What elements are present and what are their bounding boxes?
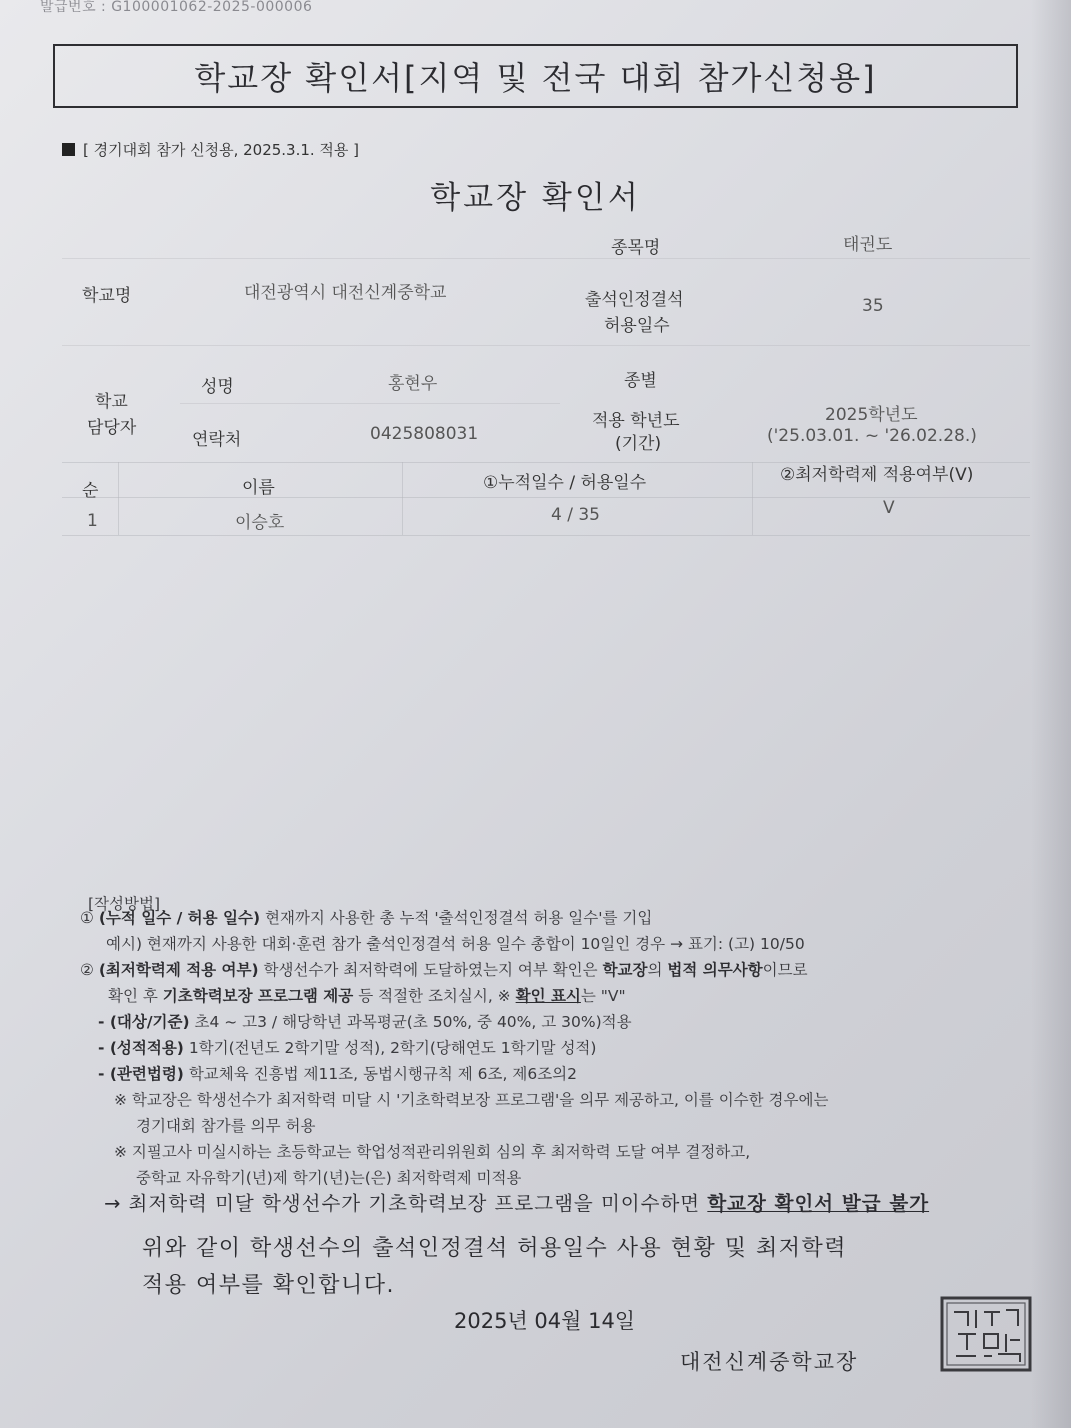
contact-label: 연락처: [192, 430, 242, 450]
method-line-3-c: 의: [647, 961, 668, 979]
grid-line: [62, 345, 1030, 346]
table-cell-days: 4 / 35: [551, 505, 600, 525]
method-line-4-c: 등 적절한 조치실시, ※: [353, 987, 516, 1005]
grid-line: [180, 403, 560, 404]
square-bullet-icon: [62, 143, 75, 156]
issue-number: 발급번호 : G100001062-2025-000006: [40, 0, 313, 15]
method-line-4-e: 는 "V": [580, 987, 626, 1005]
method-line-3: [80, 958, 808, 984]
year-value-line2: ('25.03.01. ~ '26.02.28.): [767, 426, 977, 446]
method-line-6-rest: 1학기(전년도 2학기말 성적), 2학기(당해연도 1학기말 성적): [183, 1039, 597, 1057]
method-title: [작성방법]: [88, 895, 160, 913]
method-line-12-b: 학교장 확인서 발급 불가: [707, 1192, 930, 1215]
name-label: 성명: [201, 377, 234, 397]
method-line-1-bold: (누적 일수 / 허용 일수): [98, 909, 261, 927]
sub-note-text: [ 경기대회 참가 신청용, 2025.3.1. 적용 ]: [83, 141, 360, 159]
name-value: 홍현우: [388, 374, 438, 394]
method-line-6: [98, 1036, 596, 1062]
allow-label-line2: 허용일수: [604, 316, 670, 336]
allow-label-line1: 출석인정결석: [585, 290, 684, 310]
school-value: 대전광역시 대전신계중학교: [244, 283, 447, 303]
method-line-4-a: 확인 후: [108, 987, 163, 1005]
method-line-4-b: 기초학력보장 프로그램 제공: [162, 987, 354, 1005]
contact-value: 0425808031: [370, 424, 479, 444]
method-line-6-bold: - (성적적용): [98, 1039, 184, 1057]
grid-line: [62, 258, 1030, 259]
sub-note: [62, 139, 359, 160]
circled-two: ②: [80, 961, 94, 979]
year-label-line1: 적용 학년도: [592, 411, 680, 431]
method-line-2: 예시) 현재까지 사용한 대회·훈련 참가 출석인정결석 허용 일수 총합이 10일인 경우 → 표기: (고) 10/50: [106, 935, 805, 953]
method-line-10: ※ 지필고사 미실시하는 초등학교는 학업성적관리위원회 심의 후 최저학력 도달 여부 결정하고,: [114, 1143, 751, 1161]
method-line-3-d: 법적 의무사항: [667, 961, 763, 979]
table-cell-no: 1: [87, 511, 98, 531]
table-header-days: ①누적일수 / 허용일수: [483, 473, 647, 493]
school-seal-stamp: [940, 1296, 1032, 1372]
table-header-no: 순: [82, 481, 99, 501]
type-label: 종별: [624, 371, 657, 391]
method-line-12-a: → 최저학력 미달 학생선수가 기초학력보장 프로그램을 미이수하면: [104, 1192, 708, 1215]
event-value: 태권도: [843, 235, 893, 255]
method-line-3-b: 학교장: [602, 961, 648, 979]
grid-line: [62, 535, 1030, 536]
method-line-3-e: 이므로: [762, 961, 808, 979]
year-label-line2: (기간): [615, 434, 662, 454]
method-line-1: [80, 906, 652, 932]
method-line-12: [104, 1188, 929, 1216]
signer: 대전신계중학교장: [680, 1350, 859, 1374]
method-line-5: [98, 1010, 632, 1036]
method-line-3-bold: (최저학력제 적용 여부): [98, 961, 259, 979]
allow-value: 35: [862, 296, 884, 316]
confirm-line-1: 위와 같이 학생선수의 출석인정결석 허용일수 사용 현황 및 최저학력: [142, 1236, 848, 1261]
method-line-8: ※ 학교장은 학생선수가 최저학력 미달 시 '기초학력보장 프로그램'을 의무 제공하고, 이를 이수한 경우에는: [114, 1091, 829, 1109]
table-header-minimum: ②최저학력제 적용여부(V): [780, 465, 974, 485]
table-cell-name: 이승호: [235, 513, 285, 533]
manager-label-line2: 담당자: [87, 418, 137, 438]
header-box: [53, 44, 1018, 108]
year-value-line1: 2025학년도: [825, 405, 918, 425]
method-line-11: 중학교 자유학기(년)제 학기(년)는(은) 최저학력제 미적용: [136, 1169, 522, 1187]
table-header-name: 이름: [242, 478, 275, 498]
header-title: 학교장 확인서[지역 및 전국 대회 참가신청용]: [194, 59, 877, 97]
method-line-4-d: 확인 표시: [515, 987, 581, 1005]
method-line-5-rest: 초4 ~ 고3 / 해당학년 과목평균(초 50%, 중 40%, 고 30%)적용: [189, 1013, 632, 1031]
school-label: 학교명: [82, 286, 132, 306]
circled-one: ①: [80, 909, 94, 927]
issue-date: 2025년 04월 14일: [454, 1309, 636, 1333]
event-label: 종목명: [611, 238, 661, 258]
grid-line: [752, 462, 753, 535]
manager-label-line1: 학교: [95, 392, 128, 412]
method-line-9: 경기대회 참가를 의무 허용: [136, 1117, 316, 1135]
method-line-7: [98, 1062, 577, 1088]
document-title: 학교장 확인서: [430, 180, 641, 216]
method-line-4: [108, 984, 626, 1010]
grid-line: [402, 462, 403, 535]
method-line-3-a: 학생선수가 최저학력에 도달하였는지 여부 확인은: [258, 961, 603, 979]
table-cell-minimum: V: [883, 498, 895, 518]
method-line-1-rest: 현재까지 사용한 총 누적 '출석인정결석 허용 일수'를 기입: [260, 909, 653, 927]
method-line-7-rest: 학교체육 진흥법 제11조, 동법시행규칙 제 6조, 제6조의2: [183, 1065, 578, 1083]
method-line-7-bold: - (관련법령): [98, 1065, 184, 1083]
confirm-line-2: 적용 여부를 확인합니다.: [142, 1273, 396, 1298]
grid-line: [118, 462, 119, 535]
method-line-5-bold: - (대상/기준): [98, 1013, 190, 1031]
